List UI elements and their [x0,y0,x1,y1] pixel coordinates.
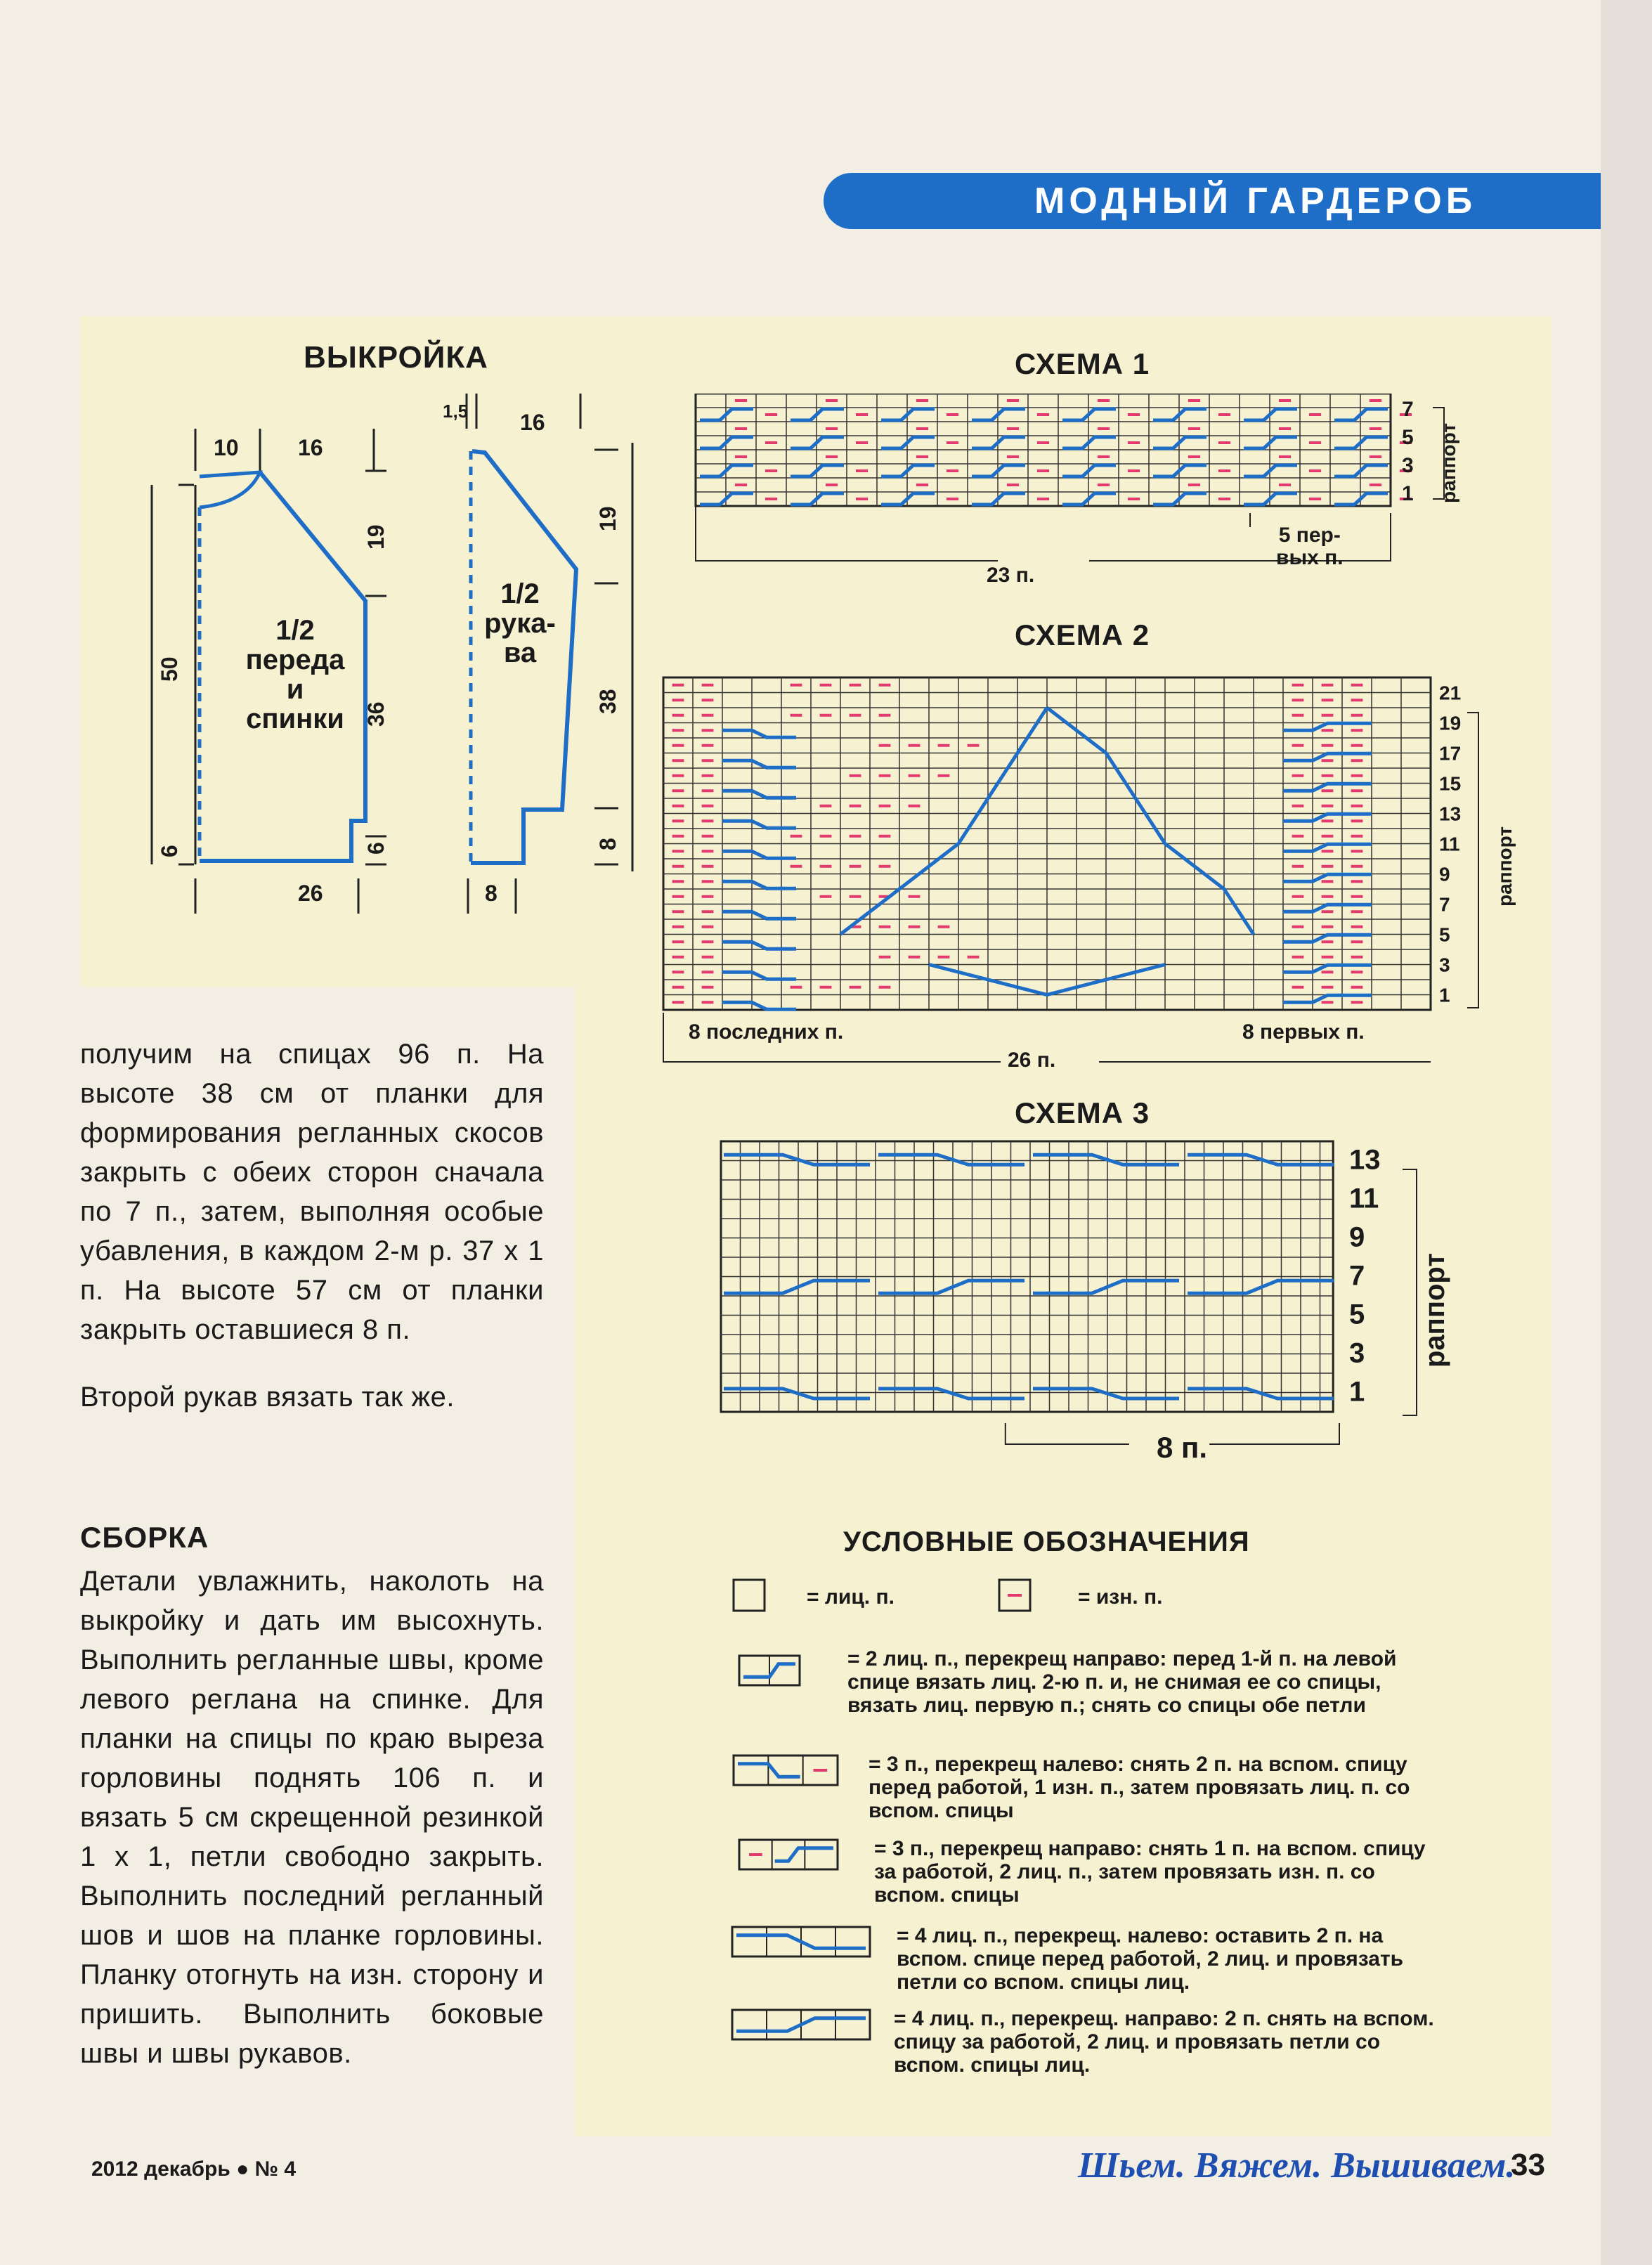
body-dim-bottom-left: 6 [157,845,182,857]
cable-line [700,493,753,505]
cable-line [1334,493,1388,505]
scheme3-width-note: 8 п. [1157,1431,1208,1464]
scheme1-grid [689,394,1483,590]
scheme1-row-label: 5 [1402,426,1414,449]
cable-line [1033,1280,1179,1293]
cable-line [1153,409,1207,420]
cable-line [1062,493,1116,505]
cable-line [791,465,844,476]
scheme2-grid [661,673,1511,1067]
cable-line [972,437,1025,448]
cable-line [1334,437,1388,448]
scheme2-row-label: 19 [1439,712,1462,734]
scheme3-width-bracket [1006,1423,1129,1444]
scheme1-row-label: 1 [1402,482,1414,505]
cable-line [881,493,935,505]
scheme3-title: СХЕМА 3 [1015,1096,1150,1129]
cable-line [791,409,844,420]
legend-item-1: = 2 лиц. п., перекрещ направо: перед 1-й п. на левой спице вязать лиц. 2-ю п. и, не снимая ее со спицы, вязать лиц. первую п.; снять со спицы обе петли [847,1647,1397,1717]
cable-line [700,409,753,420]
cable-line [1062,465,1116,476]
scheme3-row-label: 9 [1349,1221,1365,1253]
cable-line [722,821,796,828]
scheme3-rapport: раппорт [1419,1253,1450,1368]
cable-line [724,1280,870,1293]
cable-line [972,409,1025,420]
body-dim-height: 50 [157,656,182,682]
paragraph-2: Второй рукав вязать так же. [80,1382,455,1413]
scheme1-row-label: 3 [1402,454,1414,477]
cable-line [1188,1155,1334,1164]
scheme3-grid [717,1138,1462,1476]
scheme2-last-note: 8 последних п. [689,1020,844,1044]
cable-line [1334,409,1388,420]
scheme3-row-label: 11 [1349,1183,1379,1214]
cable-line [972,465,1025,476]
legend-item-2: = 3 п., перекрещ налево: снять 2 п. на вспом. спицу перед работой, 1 изн. п., затем провязать лиц. п. со вспом. спицы [869,1753,1410,1822]
cable-line [1244,409,1297,420]
cable-line [1334,465,1388,476]
cable-line [881,465,935,476]
magazine-title: Шьем. Вяжем. Вышиваем. [1078,2146,1516,2186]
cable-line [1188,1280,1334,1293]
scheme2-row-label: 9 [1439,863,1450,885]
cable-line [1153,493,1207,505]
scheme1-rapport: раппорт [1438,422,1459,503]
cable-line [700,465,753,476]
body-dim-top-left: 10 [214,435,239,460]
legend-title: УСЛОВНЫЕ ОБОЗНАЧЕНИЯ [843,1526,1250,1557]
scheme3-row-label: 3 [1349,1337,1365,1369]
cable-line [722,730,796,737]
scheme2-first-note: 8 первых п. [1242,1020,1365,1044]
cable-line [722,1002,796,1009]
scheme2-width-note: 26 п. [1008,1049,1056,1072]
cable-line [1033,1389,1179,1398]
cable-line [722,942,796,949]
banner-title: МОДНЫЙ ГАРДЕРОБ [1034,181,1477,221]
text-continuation [80,1034,544,1417]
body-dim-middle: 36 [363,701,389,727]
cable-line [791,493,844,505]
scheme2-rapport: раппорт [1494,826,1516,907]
legend-purl: = изн. п. [1078,1585,1163,1609]
scheme3-width-bracket [1209,1423,1339,1444]
scheme1-width-bracket [1089,513,1391,561]
scheme2-rapport-bracket [1467,713,1478,1008]
scheme2-row-label: 1 [1439,984,1450,1006]
legend-purl-symbol [998,1578,1040,1615]
scheme3-row-label: 7 [1349,1260,1365,1292]
cable-line [878,1280,1025,1293]
body-piece-label: 1/2 переда и спинки [245,615,345,734]
cable-line [722,791,796,798]
cable-line [1188,1389,1334,1398]
scheme3-row-label: 5 [1349,1299,1365,1330]
legend-knit: = лиц. п. [807,1585,895,1609]
paragraph-1: получим на спицах 96 п. На высоте 38 см от планки для формирования регланных скосов закрыть с обеих сторон сначала по 7 п., затем, выполняя особые убавления, в каждом 2-м р. 37 х 1 п. На высоте 57 см от планки закрыть оставшиеся 8 п. [80,1039,544,1345]
sleeve-dim-bottom: 8 [595,838,620,850]
sleeve-piece-label: 1/2 рука- ва [484,578,556,668]
scheme1-title: СХЕМА 1 [1015,347,1150,380]
sleeve-dim-upper: 19 [595,506,620,531]
legend-item-3: = 3 п., перекрещ направо: снять 1 п. на вспом. спицу за работой, 2 лиц. п., затем провязать изн. п. со вспом. спицы [874,1837,1426,1907]
page-number: 33 [1511,2148,1545,2182]
sleeve-dim-top-small: 1,5 [443,401,469,422]
assembly-title: СБОРКА [80,1521,209,1554]
cable-line [722,911,796,919]
scheme2-title: СХЕМА 2 [1015,618,1150,651]
scheme2-row-label: 5 [1439,923,1450,946]
cable-line [722,972,796,979]
pattern-title: ВЫКРОЙКА [304,340,488,375]
issue-info: 2012 декабрь ● № 4 [91,2157,297,2181]
paragraph-3: Детали увлажнить, наколоть на выкройку и дать им высохнуть. Выполнить регланные швы, кроме левого реглана на спинке. Для планки на спицы по краю выреза горловины поднять 106 п. и вязать 5 см скрещенной резинкой 1 х 1, петли свободно закрыть. Выполнить последний регланный шов и шов на планке горловины. Планку отогнуть на изн. сторону и пришить. Выполнить боковые швы и швы рукавов. [80,1566,544,2069]
scheme2-row-label: 7 [1439,893,1450,916]
page-spine [1601,0,1652,2265]
scheme1-first-note: 5 пер- вых п. [1276,524,1344,569]
cable-line [791,437,844,448]
scheme3-rapport-bracket [1403,1169,1417,1415]
sleeve-dim-middle: 38 [595,689,620,714]
section-banner [824,173,1601,229]
cable-line [878,1389,1025,1398]
body-dim-top-right: 16 [298,435,323,460]
cable-line [972,493,1025,505]
body-dim-bottom-right: 6 [363,842,389,855]
cable-line [1047,708,1254,935]
body-dim-width: 26 [298,881,323,906]
sleeve-dim-width: 8 [485,881,497,906]
legend-item-4: = 4 лиц. п., перекрещ. налево: оставить 2 п. на вспом. спице перед работой, 2 лиц. и провязать петли со вспом. спицы лиц. [897,1924,1404,1994]
body-dim-upper: 19 [363,524,389,550]
cable-line [1033,1155,1179,1164]
scheme3-row-label: 1 [1349,1376,1365,1408]
cable-line [1244,437,1297,448]
scheme2-row-label: 3 [1439,954,1450,976]
cable-line [724,1389,870,1398]
cable-line [840,708,1047,935]
cable-line [878,1155,1025,1164]
assembly-text [80,1562,544,2073]
cable-line [1244,493,1297,505]
scheme1-width-bracket [696,506,998,561]
cable-line [722,851,796,858]
cable-line [724,1155,870,1164]
cable-line [1062,409,1116,420]
scheme2-row-label: 21 [1439,682,1462,704]
sleeve-dim-top: 16 [520,410,545,435]
legend-knit-symbol [734,1580,765,1611]
cable-line [722,881,796,888]
cable-line [1244,465,1297,476]
cable-line [775,1848,833,1861]
scheme2-row-label: 17 [1439,742,1462,765]
scheme1-width-note: 23 п. [987,564,1035,587]
scheme2-row-label: 15 [1439,772,1462,795]
cable-line [700,437,753,448]
cable-line [881,437,935,448]
legend-item-5: = 4 лиц. п., перекрещ. направо: 2 п. снять на вспом. спицу за работой, 2 лиц. и провязать петли со вспом. спицы лиц. [894,2007,1434,2077]
cable-line [881,409,935,420]
cable-line [1062,437,1116,448]
scheme3-row-label: 13 [1349,1144,1381,1176]
scheme2-row-label: 11 [1439,833,1460,855]
scheme1-row-label: 7 [1402,398,1414,421]
scheme2-row-label: 13 [1439,803,1462,825]
cable-line [722,760,796,767]
cable-line [1153,437,1207,448]
cable-line [1153,465,1207,476]
